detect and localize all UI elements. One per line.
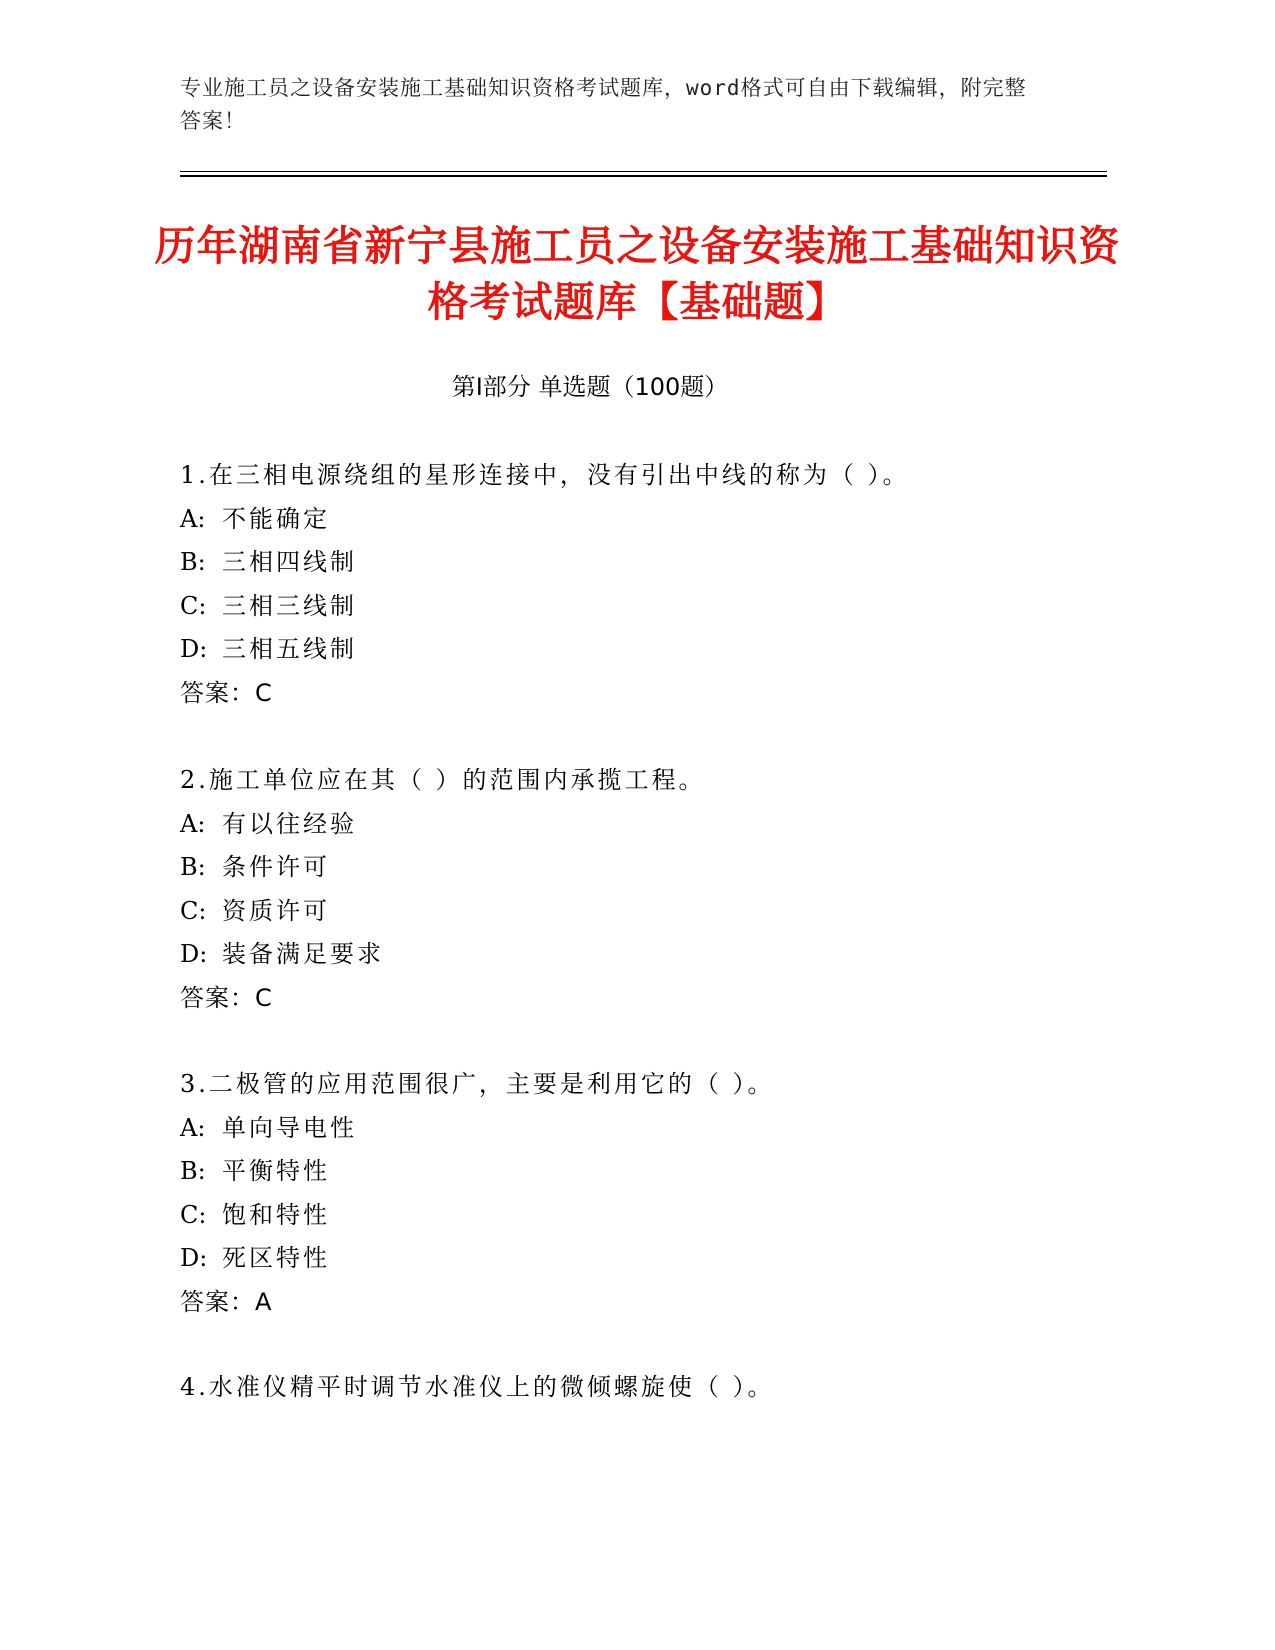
- option-key: C:: [180, 591, 207, 620]
- option-key: B:: [180, 548, 206, 577]
- option-c: [180, 585, 1120, 629]
- option-c: [180, 890, 1120, 934]
- header-note: 专业施工员之设备安装施工基础知识资格考试题库，word格式可自由下载编辑，附完整答案！: [180, 76, 1027, 133]
- option-text: 条件许可: [222, 853, 330, 882]
- option-text: 三相四线制: [222, 548, 357, 577]
- option-text: 资质许可: [222, 896, 330, 925]
- header-divider-thick: [180, 175, 1107, 177]
- option-text: 不能确定: [222, 504, 330, 533]
- option-key: C:: [180, 1200, 207, 1229]
- option-text: 三相五线制: [222, 635, 357, 664]
- option-key: D:: [180, 635, 208, 664]
- question-1: [180, 454, 1120, 716]
- option-text: 平衡特性: [222, 1157, 330, 1186]
- option-key: C:: [180, 896, 207, 925]
- option-b: [180, 541, 1120, 585]
- option-text: 装备满足要求: [222, 940, 384, 969]
- option-key: D:: [180, 940, 208, 969]
- option-key: A:: [180, 504, 206, 533]
- option-text: 有以往经验: [222, 809, 357, 838]
- option-text: 死区特性: [222, 1244, 330, 1273]
- question-stem: 1.在三相电源绕组的星形连接中，没有引出中线的称为（ ）。: [180, 461, 910, 489]
- option-a: [180, 498, 1120, 542]
- option-key: B:: [180, 1157, 206, 1186]
- document-title: 历年湖南省新宁县施工员之设备安装施工基础知识资格考试题库【基础题】: [154, 222, 1121, 326]
- section-heading: 第Ⅰ部分 单选题（100题）: [451, 373, 729, 401]
- option-key: B:: [180, 853, 206, 882]
- option-text: 单向导电性: [222, 1113, 357, 1142]
- question-stem: 2.施工单位应在其（ ）的范围内承揽工程。: [180, 766, 706, 794]
- option-key: D:: [180, 1244, 208, 1273]
- option-text: 饱和特性: [222, 1200, 330, 1229]
- answer: 答案：C: [180, 678, 273, 707]
- option-c: [180, 1194, 1120, 1238]
- header-divider-thin: [180, 171, 1107, 172]
- question-4: [180, 1366, 1120, 1410]
- option-text: 三相三线制: [222, 591, 357, 620]
- question-stem: 3.二极管的应用范围很广，主要是利用它的（ ）。: [180, 1070, 775, 1098]
- option-d: [180, 933, 1120, 977]
- question-2: [180, 759, 1120, 1021]
- question-3: [180, 1063, 1120, 1325]
- answer: 答案：A: [180, 1287, 273, 1316]
- option-a: [180, 803, 1120, 847]
- option-key: A:: [180, 809, 206, 838]
- option-b: [180, 846, 1120, 890]
- option-b: [180, 1150, 1120, 1194]
- option-d: [180, 628, 1120, 672]
- answer: 答案：C: [180, 983, 273, 1012]
- option-a: [180, 1107, 1120, 1151]
- question-stem: 4.水准仪精平时调节水准仪上的微倾螺旋使（ ）。: [180, 1373, 775, 1401]
- option-key: A:: [180, 1113, 206, 1142]
- option-d: [180, 1237, 1120, 1281]
